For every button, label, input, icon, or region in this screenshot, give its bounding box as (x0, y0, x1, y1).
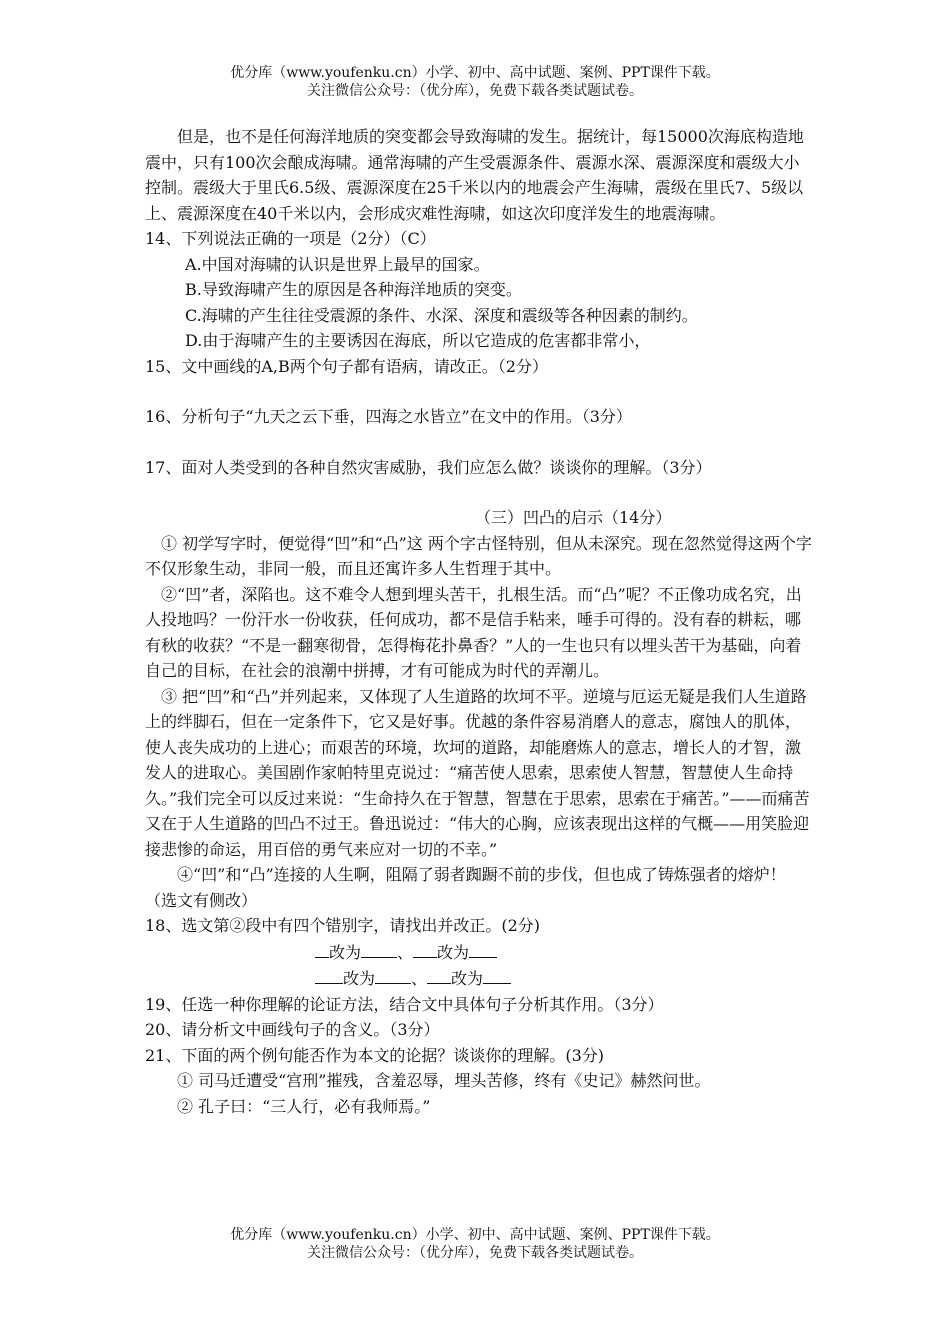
answer-space (145, 480, 815, 505)
answer-space (145, 430, 815, 455)
question-15: 15、文中画线的A,B两个句子都有语病，请改正。（2分） (145, 356, 548, 376)
page-footer (0, 1226, 950, 1262)
essay-paragraph-2: ②“凹”者，深陷也。这不难令人想到埋头苦干，扎根生活。而“凸”呢？不正像功成名究，出人投地吗？一份汗水一份收获，任何成功，都不是信手粘来，唾手可得的。没有春的耕耘，哪有秋的收获？“不是一翻寒彻骨，怎得梅花扑鼻香？”人的一生也只有以埋头苦干为基础，向着自己的目标，在社会的浪潮中拼搏，才有可能成为时代的弄潮儿。 (145, 584, 802, 680)
question-21-stem: 21、下面的两个例句能否作为本文的论据？谈谈你的理解。(3分) (145, 1045, 605, 1065)
section-3-title: （三）凹凸的启示（14分） (475, 508, 672, 527)
blank[interactable] (469, 939, 497, 958)
page-header (0, 64, 950, 100)
essay-paragraph-3: ③ 把“凹”和“凸”并列起来，又体现了人生道路的坎坷不平。逆境与厄运无疑是我们人生道路上的绊脚石，但在一定条件下，它又是好事。优越的条件容易消磨人的意志，腐蚀人的肌体，使人丧失成功的上进心；而艰苦的环境，坎坷的道路，却能磨炼人的意志，增长人的才智，激发人的进取心。美国剧作家帕特里克说过：“痛苦使人思索，思索使人智慧，智慧使人生命持久。”我们完全可以反过来说：“生命持久在于智慧，智慧在于思索，思索在于痛苦。”——而痛苦又在于人生道路的凹凸不过王。鲁迅说过：“伟大的心胸，应该表现出这样的气概——用笑脸迎接悲惨的命运，用百倍的勇气来应对一切的不幸。” (145, 686, 810, 859)
footer-line-2: 关注微信公众号：（优分库），免费下载各类试题试卷。 (307, 1245, 643, 1261)
question-14-stem: 14、下列说法正确的一项是（2分）（C） (145, 229, 436, 248)
blank[interactable] (427, 965, 451, 984)
footer-line-1: 优分库（www.youfenku.cn）小学、初中、高中试题、案例、PPT课件下载。 (230, 1227, 720, 1243)
passage-paragraph: 但是，也不是任何海洋地质的突变都会导致海啸的发生。据统计，每15000次海底构造地震中，只有100次会酿成海啸。通常海啸的产生受震源条件、震源水深、震源深度和震级大小控制。震级大于里氏6.5级、震源深度在25千米以内的地震会产生海啸，震级在里氏7、5级以上、震源深度在40千米以内，会形成灾难性海啸，如这次印度洋发生的地震海啸。 (145, 127, 804, 223)
blank[interactable] (361, 939, 397, 958)
question-18-stem: 18、选文第②段中有四个错别字，请找出并改正。(2分) (145, 916, 541, 935)
blank[interactable] (413, 939, 437, 958)
blank[interactable] (315, 965, 343, 984)
essay-paragraph-1: ① 初学写字时，便觉得“凹”和“凸”这 两个字古怪特别，但从未深究。现在忽然觉得这两个字不仅形象生动，非同一般，而且还寓许多人生哲理于其中。 (145, 533, 812, 578)
blank[interactable] (375, 965, 411, 984)
question-14-option-b: B.导致海啸产生的原因是各种海洋地质的突变。 (185, 280, 522, 299)
blank[interactable] (315, 939, 329, 958)
essay-paragraph-4: ④“凹”和“凸”连接的人生啊，阻隔了弱者踟蹰不前的步伐，但也成了铸炼强者的熔炉！（选文有侧改） (145, 865, 786, 910)
question-18-fill-row-2: 改为 、 改为 (145, 965, 815, 992)
question-19: 19、任选一种你理解的论证方法，结合文中具体句子分析其作用。（3分） (145, 994, 664, 1014)
header-line-1: 优分库（www.youfenku.cn）小学、初中、高中试题、案例、PPT课件下载。 (230, 65, 720, 81)
question-18-fill-row-1: 改为 、 改为 (145, 939, 815, 966)
blank[interactable] (483, 965, 511, 984)
header-line-2: 关注微信公众号：（优分库），免费下载各类试题试卷。 (307, 83, 643, 99)
question-14-option-a: A.中国对海啸的认识是世界上最早的国家。 (185, 254, 490, 274)
answer-space (145, 379, 815, 404)
exam-body (145, 124, 815, 1119)
question-16: 16、分析句子“九天之云下垂，四海之水皆立”在文中的作用。（3分） (145, 407, 632, 426)
question-17: 17、面对人类受到的各种自然灾害威胁，我们应怎么做？谈谈你的理解。（3分） (145, 457, 712, 477)
question-21-example-2: ② 孔子曰：“三人行，必有我师焉。” (177, 1096, 431, 1116)
question-14-option-d: D.由于海啸产生的主要诱因在海底，所以它造成的危害都非常小， (185, 331, 651, 350)
question-21-example-1: ① 司马迁遭受“宫刑”摧残，含羞忍辱，埋头苦修，终有《史记》赫然问世。 (177, 1071, 711, 1090)
question-14-option-c: C.海啸的产生往往受震源的条件、水深、深度和震级等各种因素的制约。 (185, 305, 698, 325)
question-20: 20、请分析文中画线句子的含义。（3分） (145, 1020, 440, 1039)
